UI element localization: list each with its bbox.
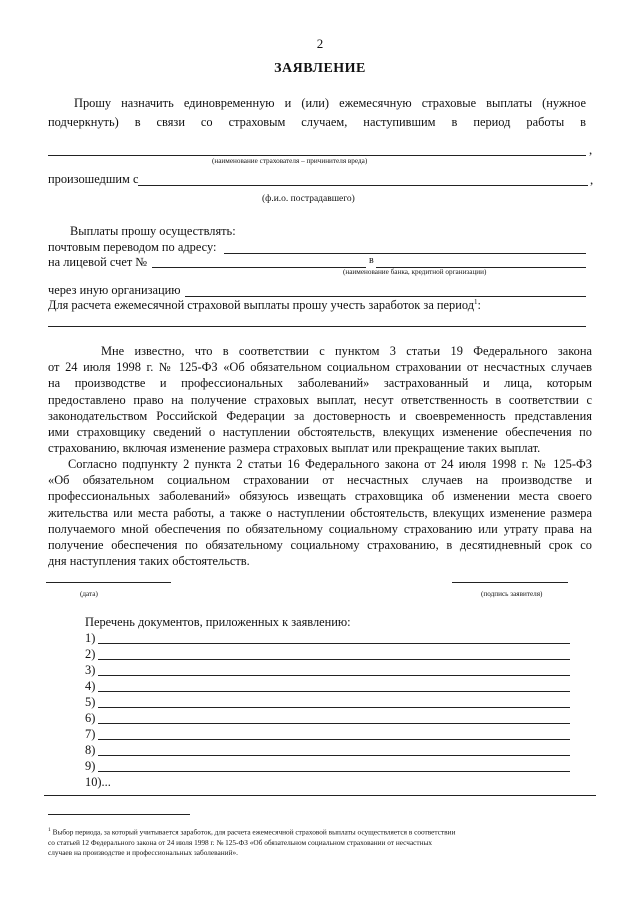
other-org-line[interactable] (185, 296, 586, 297)
document-item-line[interactable] (98, 771, 570, 772)
postal-transfer-label: почтовым переводом по адресу: (48, 240, 217, 254)
victim-name-line[interactable] (138, 185, 588, 186)
document-item-line[interactable] (98, 707, 570, 708)
obligation-line-3: профессиональных заболеваний» обязуюсь извещать страховщика об изменении места своего (48, 489, 592, 504)
footnote-line-1-text: Выбор периода, за который учитывается заработок, для расчета ежемесячной страховой выплаты осуществляется в соответствии (52, 827, 456, 837)
bank-caption: (наименование банка, кредитной организации) (343, 268, 487, 276)
victim-caption: (ф.и.о. пострадавшего) (262, 194, 355, 204)
account-number-line[interactable] (152, 267, 366, 268)
obligation-line-2: «Об обязательном социальном страховании от несчастных случаев на производстве и (48, 473, 592, 488)
intro-line-1: Прошу назначить единовременную и (или) ежемесячную страховые выплаты (нужное (74, 96, 586, 110)
victim-line-comma: , (590, 172, 594, 187)
footnote-line-3: случаев на производстве и профессиональных заболеваний». (48, 847, 238, 857)
liability-line-6: ими страховщику сведений о наступлении обстоятельств, влекущих изменение обеспечения по (48, 425, 592, 440)
payments-intro: Выплаты прошу осуществлять: (70, 224, 236, 238)
bank-prefix: в (369, 255, 374, 266)
date-caption: (дата) (80, 590, 98, 598)
document-title: ЗАЯВЛЕНИЕ (274, 61, 366, 76)
liability-line-7: страхованию, включая изменение размера страховых выплат или прекращение таких выплат. (48, 441, 541, 456)
footnote-ref: 1 (474, 298, 478, 306)
footnote-mark: 1 (48, 827, 51, 833)
obligation-line-7: дня наступления таких обстоятельств. (48, 554, 250, 569)
signature-caption: (подпись заявителя) (481, 590, 543, 598)
document-item-line[interactable] (98, 675, 570, 676)
liability-line-3: на производстве и профессиональных заболеваний» застрахованный и лица, которым (48, 376, 592, 391)
document-item-label: 5) (85, 695, 96, 709)
document-item-line[interactable] (98, 643, 570, 644)
document-item-label: 9) (85, 759, 96, 773)
account-label: на лицевой счет № (48, 255, 148, 269)
earnings-period-text: Для расчета ежемесячной страховой выплаты прошу учесть заработок за период (48, 298, 475, 313)
document-item-label: 10)... (85, 775, 111, 789)
document-item-line[interactable] (98, 723, 570, 724)
obligation-line-5: получаемого мной обеспечения по обязательному социальному страхованию или утрату права на (48, 521, 592, 536)
insurer-line-comma: , (589, 142, 593, 157)
insurer-name-line[interactable] (48, 155, 586, 156)
liability-line-1: Мне известно, что в соответствии с пунктом 3 статьи 19 Федерального закона (101, 344, 592, 358)
document-item-label: 6) (85, 711, 96, 725)
footnote-line-2: со статьей 12 Федерального закона от 24 июля 1998 г. № 125-ФЗ «Об обязательном социальном страховании от несчастных (48, 837, 433, 847)
document-item-label: 1) (85, 631, 96, 645)
liability-paragraph (48, 343, 592, 456)
document-item-line[interactable] (98, 691, 570, 692)
liability-line-2: от 24 июля 1998 г. № 125-ФЗ «Об обязательном социальном страховании от несчастных случаев (48, 360, 592, 375)
obligation-line-1: Согласно подпункту 2 пункта 2 статьи 16 Федерального закона от 24 июля 1998 г. № 125-ФЗ (68, 457, 592, 471)
obligation-line-4: жительства или места работы, а также о наступлении обстоятельств, влекущих изменение размера (48, 505, 592, 520)
document-item-label: 2) (85, 647, 96, 661)
obligation-line-6: получение обеспечения по обязательному социальному страхованию, в десятидневный срок со (48, 538, 592, 553)
obligation-paragraph (48, 456, 592, 569)
liability-line-5: законодательством Российской Федерации за достоверность и своевременность представления (48, 408, 592, 423)
postal-address-line[interactable] (224, 253, 586, 254)
insurer-caption: (наименование страхователя – причинителя вреда) (212, 157, 368, 165)
signature-line[interactable] (452, 582, 568, 583)
document-item-line[interactable] (98, 755, 570, 756)
other-org-label: через иную организацию (48, 283, 181, 297)
footnote-separator (48, 814, 190, 815)
date-line[interactable] (46, 582, 171, 583)
document-item-line[interactable] (98, 739, 570, 740)
earnings-colon: : (477, 298, 481, 313)
intro-line-2: подчеркнуть) в связи со страховым случаем, наступившим в период работы в (48, 115, 586, 129)
footnote (48, 825, 596, 858)
documents-heading: Перечень документов, приложенных к заявлению: (85, 615, 351, 629)
page-number: 2 (316, 36, 324, 51)
document-item-label: 4) (85, 679, 96, 693)
occurred-label: произошедшим с (48, 172, 139, 186)
bottom-rule (44, 795, 596, 796)
document-item-label: 7) (85, 727, 96, 741)
document-item-label: 8) (85, 743, 96, 757)
document-item-line[interactable] (98, 659, 570, 660)
footnote-line-1 (48, 825, 596, 838)
earnings-period-label (48, 298, 481, 313)
document-item-label: 3) (85, 663, 96, 677)
earnings-period-line[interactable] (48, 326, 586, 327)
liability-line-4: предоставлено право на получение страховых выплат, несут ответственность в соответствии с (48, 392, 592, 407)
